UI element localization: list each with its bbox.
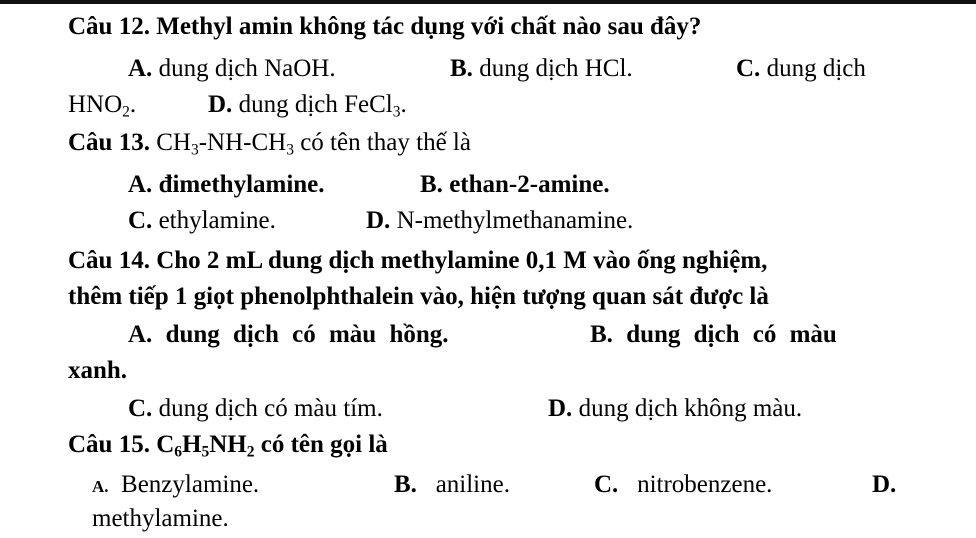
q14-option-c [128, 394, 383, 424]
q12-c-cont-subscript: 2 [122, 103, 130, 121]
q12-stem: Methyl amin không tác dụng với chất nào sau đây? [156, 13, 702, 40]
q13-c-key: C. [128, 207, 153, 234]
top-border [0, 0, 976, 4]
q15-option-d-continued: methylamine. [92, 505, 229, 532]
q15-b-key: B. [394, 471, 417, 498]
q13-c-text: ethylamine. [158, 207, 276, 234]
q12-label: Câu 12. [68, 13, 150, 40]
q14-b-text: dung dịch có màu [626, 321, 837, 348]
q13-option-a [128, 170, 325, 200]
q14-option-d [548, 394, 802, 424]
q12-d-key: D. [208, 91, 233, 118]
q15-formula: $C_6H_5NH_2$ [156, 431, 255, 461]
q12-option-d [208, 90, 407, 120]
q13-b-text: ethan-2-amine. [449, 171, 610, 198]
q14-d-text: dung dịch không màu. [578, 395, 803, 422]
q13-a-key: A. [128, 171, 153, 198]
q13-option-c [128, 206, 276, 236]
q14-stem-line-1 [68, 246, 767, 276]
q12-c-cont-formula: HNO [68, 91, 123, 118]
q13-formula: $CH_3-NH-CH_3$ [156, 129, 294, 159]
q14-option-b-continued: xanh. [68, 357, 128, 384]
q13-a-text: đimethylamine. [158, 171, 325, 198]
q14-option-a [128, 320, 449, 350]
q14-label: Câu 14. [68, 247, 150, 274]
q13-option-b [420, 170, 610, 200]
q14-b-key: B. [590, 321, 613, 348]
q15-c-key: C. [594, 471, 619, 498]
q15-stem-line [68, 430, 388, 460]
q14-a-key: A. [128, 321, 153, 348]
q15-c-text: nitrobenzene. [637, 471, 773, 498]
q13-label: Câu 13. [68, 129, 150, 156]
q12-c-key: C. [736, 55, 761, 82]
q12-c-text: dung dịch [766, 55, 866, 82]
q15-label: Câu 15. [68, 431, 150, 458]
q12-d-period: . [400, 91, 407, 118]
q12-stem-line [68, 12, 701, 42]
q12-option-c [736, 54, 866, 84]
q15-b-text: aniline. [435, 471, 510, 498]
q13-d-key: D. [366, 207, 391, 234]
q15-option-b [394, 470, 510, 500]
q14-a-text: dung dịch có màu hồng. [165, 321, 449, 348]
q12-option-c-continued [68, 90, 136, 120]
q13-stem: có tên thay thế là [300, 129, 471, 156]
q15-a-text: Benzylamine. [121, 471, 260, 498]
q14-d-key: D. [548, 395, 573, 422]
q15-a-key: A. [92, 477, 109, 496]
q15-d-key: D. [872, 471, 897, 498]
q12-d-subscript: 3 [392, 103, 401, 121]
q15-option-c [594, 470, 772, 500]
q12-a-text: dung dịch NaOH. [158, 55, 336, 82]
q14-c-text: dung dịch có màu tím. [158, 395, 383, 422]
q12-b-text: dung dịch HCl. [479, 55, 633, 82]
q15-stem: có tên gọi là [260, 431, 388, 458]
q14-stem-1: Cho 2 mL dung dịch methylamine 0,1 M vào ống nghiệm, [156, 247, 768, 274]
q13-stem-line [68, 128, 471, 158]
q13-option-d [366, 206, 633, 236]
q12-d-text: dung dịch FeCl [238, 91, 393, 118]
q13-d-text: N-methylmethanamine. [396, 207, 634, 234]
q15-option-a [92, 470, 259, 502]
q12-option-a [128, 54, 336, 84]
q12-option-b [450, 54, 633, 84]
q14-stem-line-2: thêm tiếp 1 giọt phenolphthalein vào, hiện tượng quan sát được là [68, 283, 769, 310]
q13-b-key: B. [420, 171, 443, 198]
q12-a-key: A. [128, 55, 153, 82]
q14-c-key: C. [128, 395, 153, 422]
q14-option-b [590, 320, 837, 350]
q12-c-cont-period: . [129, 91, 137, 118]
q12-b-key: B. [450, 55, 473, 82]
